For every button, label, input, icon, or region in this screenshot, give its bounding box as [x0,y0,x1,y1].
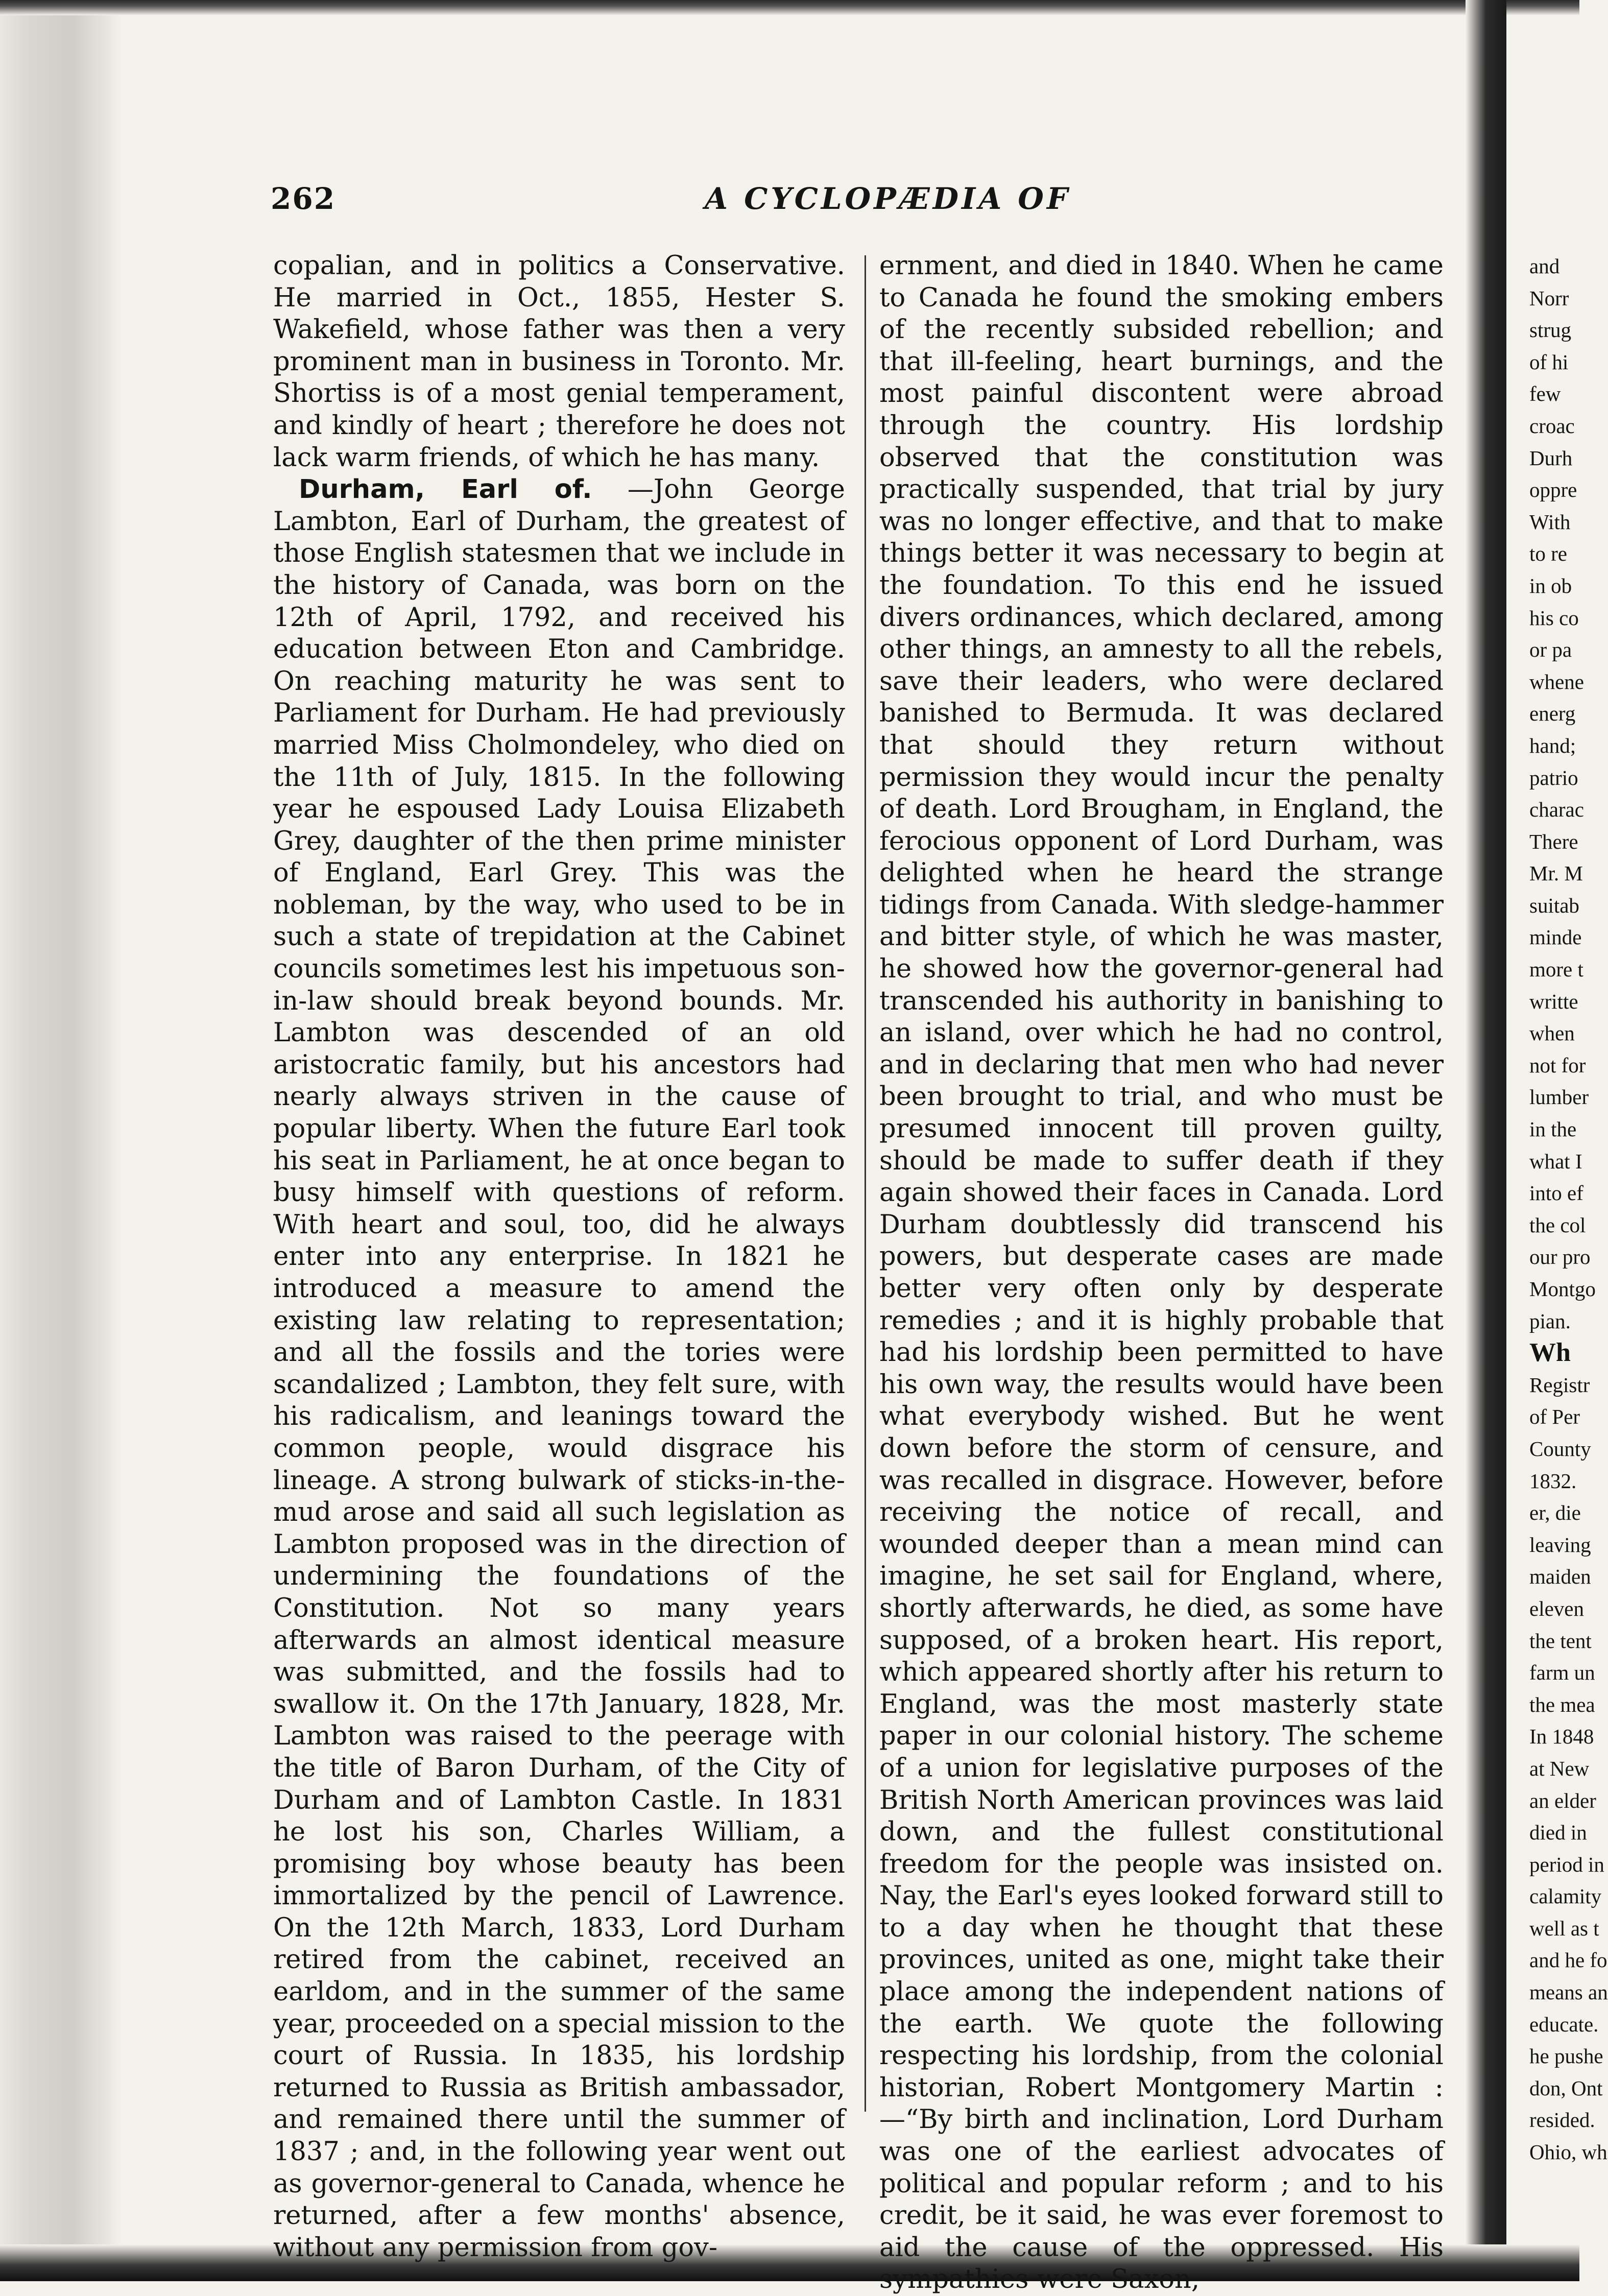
book-gutter [1466,0,1506,2281]
cropped-line-fragment: suitab [1529,893,1579,917]
cropped-line-fragment: the tent [1529,1629,1592,1653]
cropped-line-fragment: With [1529,510,1571,534]
cropped-line-fragment: well as t [1529,1916,1599,1940]
cropped-line-fragment: and he fo [1529,1948,1607,1972]
cropped-line-fragment: our pro [1529,1245,1591,1269]
paragraph-durham-entry [273,474,845,2264]
scan-edge-top [0,0,1579,15]
cropped-line-fragment: hand; [1529,733,1576,757]
cropped-line-fragment: means an [1529,1980,1608,2004]
running-head: A CYCLOPÆDIA OF [705,181,1071,216]
cropped-line-fragment: more t [1529,958,1583,982]
scan-shadow-left [0,0,123,2281]
cropped-line-fragment: and [1529,254,1560,278]
text-column-middle [879,250,1444,2296]
cropped-line-fragment: energ [1529,702,1576,726]
column-divider [865,255,866,2112]
cropped-line-fragment: the col [1529,1213,1586,1237]
cropped-line-fragment: In 1848 [1529,1725,1594,1749]
cropped-line-fragment: in ob [1529,573,1572,597]
text-column-right-cropped [1529,250,1608,2164]
cropped-line-fragment: patrio [1529,766,1578,790]
cropped-line-fragment: eleven [1529,1596,1584,1620]
entry-heading: Durham, Earl of. [299,474,592,505]
cropped-line-fragment: Ohio, wh [1529,2140,1607,2164]
cropped-line-fragment: or pa [1529,638,1572,662]
cropped-line-fragment: writte [1529,989,1578,1013]
cropped-line-fragment: County [1529,1437,1591,1461]
cropped-line-fragment: 1832. [1529,1469,1577,1493]
cropped-line-fragment: don, Ont [1529,2076,1603,2100]
cropped-line-fragment: he pushe [1529,2044,1603,2068]
cropped-line-fragment: few [1529,382,1561,406]
entry-body: —John George Lambton, Earl of Durham, the greatest of those English statesmen that we include in the history of Canada, was born on the 12th of April, 1792, and received his education between Eton and Cambridge. On reaching maturity he was sent to Parliament for Durham. He had previously married Miss Cholmondeley, who died on the 11th of July, 1815. In the following year he espoused Lady Louisa Elizabeth Grey, daughter of the then prime minister of England, Earl Grey. This was the nobleman, by the way, who used to be in such a state of trepidation at the Cabinet councils sometimes lest his impetuous son-in-law should break beyond bounds. Mr. Lambton was descended of an old aristocratic family, but his ancestors had nearly always striven in the cause of popular liberty. When the future Earl took his seat in Parliament, he at once began to busy himself with questions of reform. With heart and soul, too, did he always enter into any enterprise. In 1821 he introduced a measure to amend the existing law relating to representation; and all the fossils and the tories were scandalized ; Lambton, they felt sure, with his radicalism, and leanings toward the common people, would disgrace his lineage. A strong bulwark of sticks-in-the-mud arose and said all such legislation as Lambton proposed was in the direction of undermining the foundations of the Constitution. Not so many years afterwards an almost identical measure was submitted, and the fossils had to swallow it. On the 17th January, 1828, Mr. Lambton was raised to the peerage with the title of Baron Durham, of the City of Durham and of Lambton Castle. In 1831 he lost his son, Charles William, a promising boy whose beauty has been immortalized by the pencil of Lawrence. On the 12th March, 1833, Lord Durham retired from the cabinet, received an earldom, and in the summer of the same year, proceeded on a special mission to the court of Russia. In 1835, his lordship returned to Russia as British ambassador, and remained there until the summer of 1837 ; and, in the following year went out as governor-general to Canada, whence he returned, after a few months' absence, without any permission from gov- [273,474,845,2263]
cropped-line-fragment: Mr. M [1529,862,1583,886]
cropped-line-fragment: er, die [1529,1501,1581,1525]
cropped-line-fragment: lumber [1529,1085,1589,1109]
cropped-line-fragment: maiden [1529,1565,1591,1589]
cropped-line-fragment: farm un [1529,1661,1595,1685]
cropped-line-fragment: period in [1529,1852,1604,1876]
cropped-line-fragment: at New [1529,1756,1590,1780]
cropped-line-fragment: strug [1529,318,1571,342]
cropped-line-fragment: calamity [1529,1884,1602,1908]
cropped-line-fragment: died in [1529,1821,1587,1845]
cropped-line-fragment: an elder [1529,1788,1596,1812]
cropped-line-fragment: Montgo [1529,1277,1596,1301]
cropped-line-fragment: when [1529,1021,1575,1045]
paragraph-shortiss-end: copalian, and in politics a Conservative. He married in Oct., 1855, Hester S. Wakefield, whose father was then a very prominent man in business in Toronto. Mr. Shortiss is of a most genial temperament, and kindly of heart ; therefore he does not lack warm friends, of which he has many. [273,251,845,473]
cropped-line-fragment: Durh [1529,446,1573,470]
cropped-line-fragment: educate. [1529,2012,1599,2036]
cropped-line-fragment: leaving [1529,1533,1591,1557]
cropped-line-fragment: whene [1529,669,1585,693]
page-number: 262 [271,181,336,216]
cropped-line-fragment: what I [1529,1149,1582,1173]
cropped-line-fragment: into ef [1529,1181,1583,1205]
cropped-line-fragment: not for [1529,1053,1586,1077]
cropped-line-fragment: to re [1529,542,1567,566]
cropped-line-fragment: in the [1529,1117,1577,1141]
cropped-line-fragment: Wh [1529,1338,1571,1368]
cropped-line-fragment: of Per [1529,1405,1580,1429]
paragraph-durham-continued: ernment, and died in 1840. When he came to Canada he found the smoking embers of the recently subsided rebellion; and that ill-feeling, heart burnings, and the most painful discontent were abroad through the country. His lordship observed that the constitution was practically suspended, that trial by jury was no longer effective, and that to make things better it was necessary to begin at the foundation. To this end he issued divers ordinances, which declared, among other things, an amnesty to all the rebels, save their leaders, who were declared banished to Bermuda. It was declared that should they return without permission they would incur the penalty of death. Lord Brougham, in England, the ferocious opponent of Lord Durham, was delighted when he heard the strange tidings from Canada. With sledge-hammer and bitter style, of which he was master, he showed how the governor-general had transcended his authority in banishing to an island, over which he had no control, and in declaring that men who had never been brought to trial, and who must be presumed innocent till proven guilty, should be made to suffer death if they again showed their faces in Canada. Lord Durham doubtlessly did transcend his powers, but desperate cases are made better very often only by desperate remedies ; and it is highly probable that had his lordship been permitted to have his own way, the results would have been what everybody wished. But he went down before the storm of censure, and was recalled in disgrace. However, before receiving the notice of recall, and wounded deeper than a mean mind can imagine, he set sail for England, where, shortly afterwards, he died, as some have supposed, of a broken heart. His report, which appeared shortly after his return to England, was the most masterly state paper in our colonial history. The scheme of a union for legislative purposes of the British North American provinces was laid down, and the fullest constitutional freedom for the people was insisted on. Nay, the Earl's eyes looked forward still to to a day when he thought that these provinces, united as one, might take their place among the independent nations of the earth. We quote the following respecting his lordship, from the colonial historian, Robert Montgomery Martin :—“By birth and inclination, Lord Durham was one of the earliest advocates of political and popular reform ; and to his credit, be it said, he was ever foremost to aid the cause of the oppressed. His sympathies were Saxon, [879,251,1444,2295]
cropped-line-fragment: oppre [1529,478,1577,502]
text-column-left [273,250,845,2264]
cropped-line-fragment: pian. [1529,1309,1571,1333]
cropped-line-fragment: Norr [1529,286,1569,310]
cropped-line-fragment: charac [1529,798,1584,822]
cropped-line-fragment: the mea [1529,1692,1595,1716]
cropped-line-fragment: There [1529,829,1578,853]
cropped-line-fragment: minde [1529,925,1582,949]
cropped-line-fragment: croac [1529,414,1575,438]
cropped-line-fragment: resided. [1529,2108,1595,2132]
cropped-line-fragment: his co [1529,606,1579,630]
cropped-line-fragment: of hi [1529,350,1569,374]
cropped-line-fragment: Registr [1529,1373,1590,1397]
